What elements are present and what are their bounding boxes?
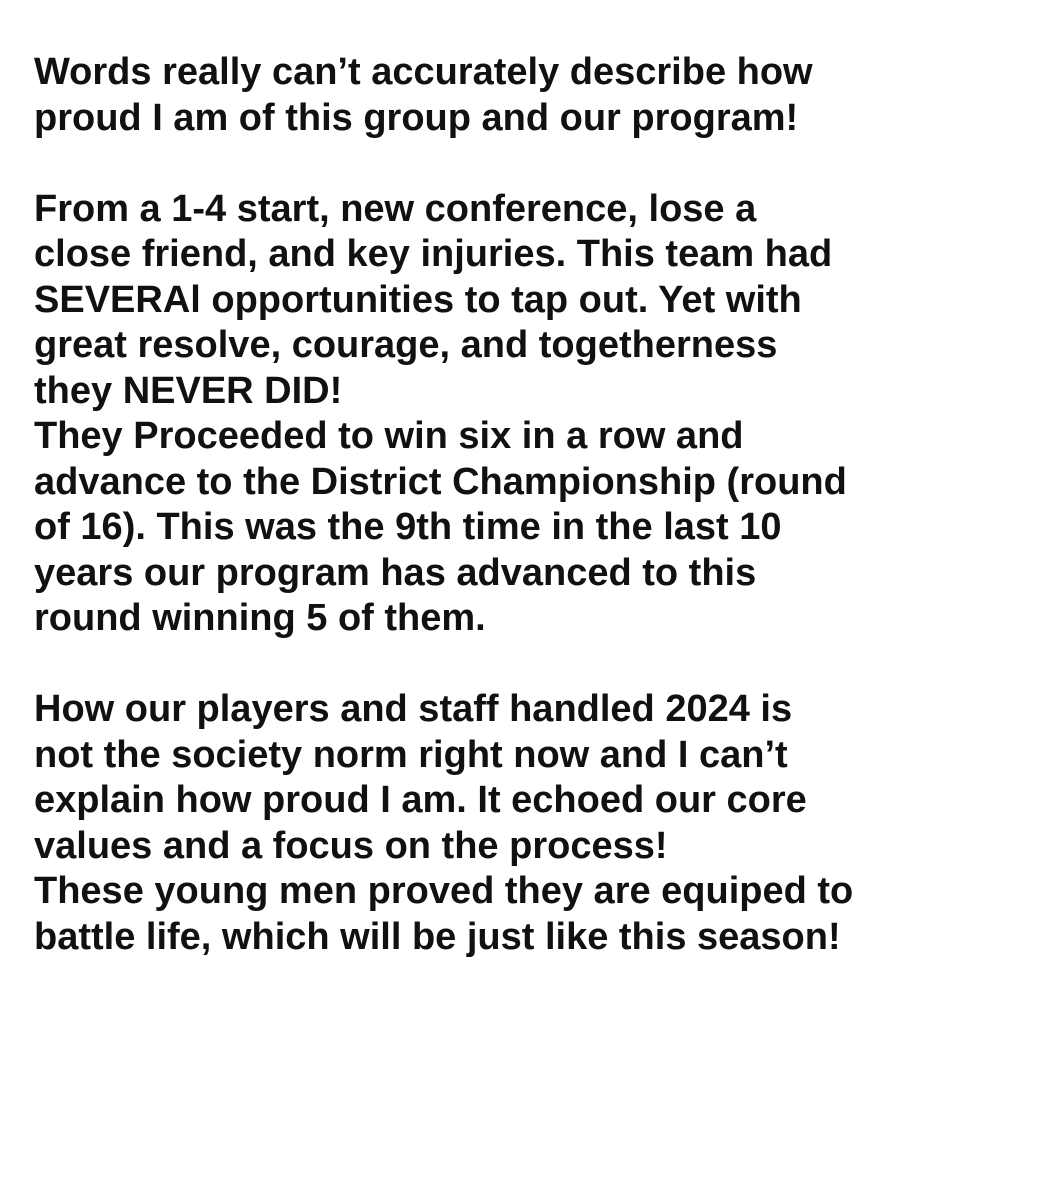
text-line: From a 1-4 start, new conference, lose a xyxy=(34,187,757,230)
text-line: Words really can’t accurately describe how xyxy=(34,51,813,93)
text-line: years our program has advanced to this xyxy=(34,551,757,594)
text-line: They Proceeded to win six in a row and xyxy=(34,415,744,457)
note-body xyxy=(34,50,1034,960)
paragraph-1 xyxy=(34,50,1034,141)
text-line: proud I am of this group and our program! xyxy=(34,96,799,139)
text-line: they NEVER DID! xyxy=(34,369,343,412)
text-line: How our players and staff handled 2024 is xyxy=(34,688,793,730)
text-line: round winning 5 of them. xyxy=(34,597,486,639)
text-line: of 16). This was the 9th time in the last 10 xyxy=(34,506,782,548)
text-line: advance to the District Championship (round xyxy=(34,460,847,503)
text-line: close friend, and key injuries. This team had xyxy=(34,233,833,275)
text-line: great resolve, courage, and togetherness xyxy=(34,324,778,366)
text-line: explain how proud I am. It echoed our core xyxy=(34,779,807,821)
text-line: not the society norm right now and I can’t xyxy=(34,733,788,776)
text-line: SEVERAl opportunities to tap out. Yet with xyxy=(34,278,802,321)
paragraph-2 xyxy=(34,187,1034,642)
paragraph-3 xyxy=(34,687,1034,960)
text-line: These young men proved they are equiped to xyxy=(34,870,854,912)
text-line: values and a focus on the process! xyxy=(34,824,668,867)
text-line: battle life, which will be just like this season! xyxy=(34,915,841,958)
paragraph-gap xyxy=(34,141,1034,187)
paragraph-gap xyxy=(34,642,1034,688)
